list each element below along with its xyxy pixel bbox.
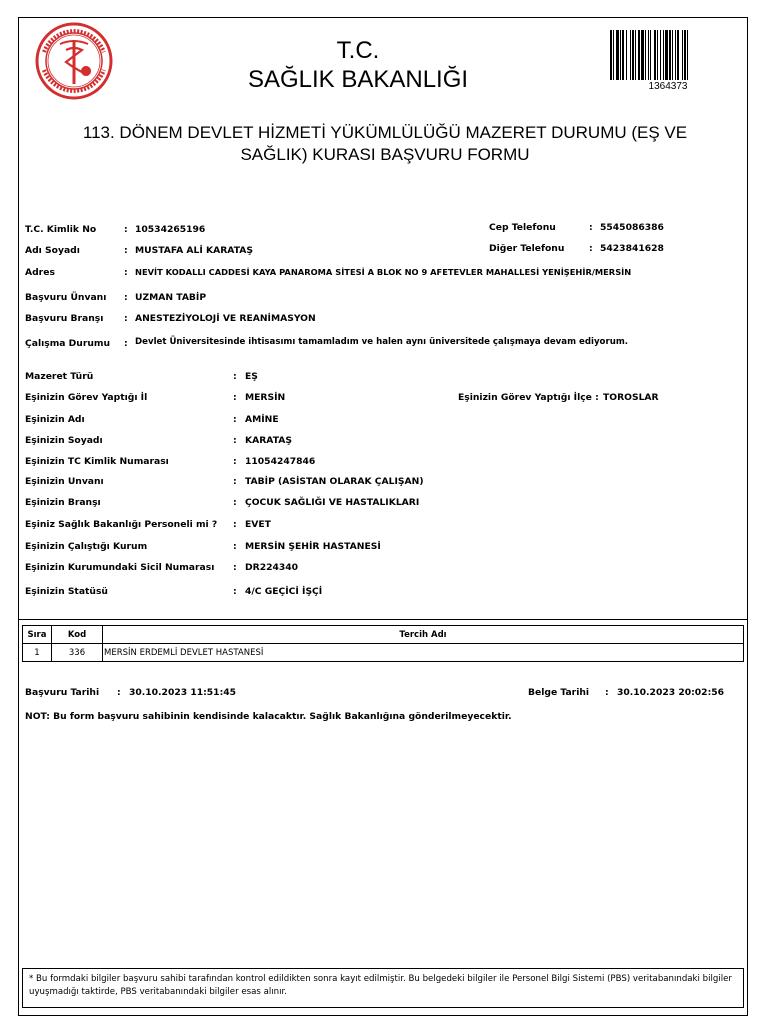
colon: : xyxy=(233,392,237,403)
colon: : xyxy=(233,541,237,552)
spouse-district-label: Eşinizin Görev Yaptığı İlçe : xyxy=(458,392,599,403)
colon: : xyxy=(117,687,121,698)
column-header-code: Kod xyxy=(52,626,103,644)
barcode-bar xyxy=(660,30,661,80)
application-date-value: 30.10.2023 11:51:45 xyxy=(129,687,237,698)
spouse-name-value: AMİNE xyxy=(245,414,279,425)
colon: : xyxy=(124,292,128,303)
colon: : xyxy=(124,267,128,278)
spouse-institution-value: MERSİN ŞEHİR HASTANESİ xyxy=(245,541,381,552)
colon: : xyxy=(124,338,128,349)
mobile-value: 5545086386 xyxy=(600,222,664,233)
form-title xyxy=(70,122,700,166)
barcode-bar xyxy=(677,30,679,80)
spouse-district-value: TOROSLAR xyxy=(603,392,659,403)
spouse-name-label: Eşinizin Adı xyxy=(25,414,85,425)
barcode-bar xyxy=(638,30,640,80)
spouse-status-label: Eşinizin Statüsü xyxy=(25,586,108,597)
colon: : xyxy=(233,562,237,573)
table-row xyxy=(23,644,744,662)
spouse-tc-label: Eşinizin TC Kimlik Numarası xyxy=(25,456,169,467)
barcode-bar xyxy=(622,30,624,80)
address-value: NEVİT KODALLI CADDESİ KAYA PANAROMA SİTESİ A BLOK NO 9 AFETEVLER MAHALLESİ YENİŞEHİR/MERSİN xyxy=(135,267,632,277)
barcode-bar xyxy=(669,30,671,80)
footnote: * Bu formdaki bilgiler başvuru sahibi tarafından kontrol edildikten sonra kayıt edilmiştir. Bu belgedeki bilgiler ile Personel Bilgi Sistemi (PBS) veritabanındaki bilgiler uyuşmadığı taktirde, PBS veritabanındaki bilgiler esas alınır. xyxy=(22,968,744,1008)
colon: : xyxy=(589,243,593,254)
tc-value: 10534265196 xyxy=(135,224,206,235)
spouse-province-label: Eşinizin Görev Yaptığı İl xyxy=(25,392,148,403)
barcode-bar xyxy=(635,30,636,80)
barcode-bar xyxy=(626,30,627,80)
barcode-bar xyxy=(672,30,673,80)
other-phone-label: Diğer Telefonu xyxy=(489,243,565,254)
spouse-branch-value: ÇOCUK SAĞLIĞI VE HASTALIKLARI xyxy=(245,497,420,508)
barcode-bar xyxy=(682,30,683,80)
preference-table xyxy=(22,625,744,662)
spouse-title-value: TABİP (ASİSTAN OLARAK ÇALIŞAN) xyxy=(245,476,424,487)
colon: : xyxy=(233,435,237,446)
colon: : xyxy=(233,476,237,487)
barcode-bar xyxy=(610,30,612,80)
spouse-title-label: Eşinizin Unvanı xyxy=(25,476,104,487)
barcode-bar xyxy=(648,30,649,80)
barcode-bar xyxy=(632,30,634,80)
spouse-tc-value: 11054247846 xyxy=(245,456,316,467)
row-order: 1 xyxy=(23,644,52,662)
work-status-value: Devlet Üniversitesinde ihtisasımı tamamladım ve halen aynı üniversitede çalışmaya devam ediyorum. xyxy=(135,337,629,347)
organization-name xyxy=(200,36,516,94)
barcode-bar xyxy=(630,30,631,80)
column-header-order: Sıra xyxy=(23,626,52,644)
org-line-2: SAĞLIK BAKANLIĞI xyxy=(247,66,469,93)
barcode-bar xyxy=(620,30,621,80)
name-label: Adı Soyadı xyxy=(25,245,80,256)
barcode-number: 1364373 xyxy=(648,81,688,92)
spouse-status-value: 4/C GEÇİCİ İŞÇİ xyxy=(245,586,323,597)
tc-label: T.C. Kimlik No xyxy=(25,224,97,235)
colon: : xyxy=(233,586,237,597)
form-title-line-2: SAĞLIK) KURASI BAŞVURU FORMU xyxy=(240,145,530,164)
barcode-bar xyxy=(645,30,646,80)
spouse-province-value: MERSİN xyxy=(245,392,286,403)
mobile-label: Cep Telefonu xyxy=(489,222,556,233)
colon: : xyxy=(124,245,128,256)
column-header-name: Tercih Adı xyxy=(103,626,744,644)
document-date-value: 30.10.2023 20:02:56 xyxy=(617,687,725,698)
spouse-surname-value: KARATAŞ xyxy=(245,435,292,446)
application-branch-label: Başvuru Branşı xyxy=(25,313,104,324)
barcode-bar xyxy=(650,30,651,80)
colon: : xyxy=(233,456,237,467)
row-code: 336 xyxy=(52,644,103,662)
barcode-bar xyxy=(613,30,614,80)
document-frame xyxy=(18,17,748,1016)
barcode-bar xyxy=(616,30,619,80)
row-name: MERSİN ERDEMLİ DEVLET HASTANESİ xyxy=(103,644,744,662)
application-date-label: Başvuru Tarihi xyxy=(25,687,100,698)
colon: : xyxy=(233,497,237,508)
barcode-bar xyxy=(675,30,676,80)
colon: : xyxy=(124,313,128,324)
spouse-registry-value: DR224340 xyxy=(245,562,299,573)
form-title-line-1: 113. DÖNEM DEVLET HİZMETİ YÜKÜMLÜLÜĞÜ MAZERET DURUMU (EŞ VE xyxy=(82,123,688,142)
barcode-bar xyxy=(654,30,656,80)
colon: : xyxy=(605,687,609,698)
spouse-ministry-value: EVET xyxy=(245,519,271,530)
application-title-value: UZMAN TABİP xyxy=(135,292,207,303)
table-header-row xyxy=(23,626,744,644)
colon: : xyxy=(124,224,128,235)
application-title-label: Başvuru Ünvanı xyxy=(25,292,107,303)
barcode-bar xyxy=(665,30,668,80)
other-phone-value: 5423841628 xyxy=(600,243,664,254)
barcode-bar xyxy=(684,30,686,80)
work-status-label: Çalışma Durumu xyxy=(25,338,111,349)
colon: : xyxy=(589,222,593,233)
section-divider xyxy=(18,619,748,620)
barcode-bar xyxy=(657,30,658,80)
barcode-bar xyxy=(641,30,644,80)
barcode xyxy=(608,30,728,84)
colon: : xyxy=(233,414,237,425)
spouse-branch-label: Eşinizin Branşı xyxy=(25,497,101,508)
excuse-type-value: EŞ xyxy=(245,371,258,382)
ministry-seal-icon xyxy=(30,22,118,100)
colon: : xyxy=(233,371,237,382)
document-date-label: Belge Tarihi xyxy=(528,687,590,698)
address-label: Adres xyxy=(25,267,55,278)
name-value: MUSTAFA ALİ KARATAŞ xyxy=(135,245,253,256)
spouse-ministry-label: Eşiniz Sağlık Bakanlığı Personeli mi ? xyxy=(25,519,218,530)
excuse-type-label: Mazeret Türü xyxy=(25,371,94,382)
colon: : xyxy=(233,519,237,530)
note-text: NOT: Bu form başvuru sahibinin kendisinde kalacaktır. Sağlık Bakanlığına gönderilmeyecektir. xyxy=(25,711,512,722)
barcode-bar xyxy=(663,30,664,80)
spouse-registry-label: Eşinizin Kurumundaki Sicil Numarası xyxy=(25,562,215,573)
application-branch-value: ANESTEZİYOLOJİ VE REANİMASYON xyxy=(135,313,316,324)
barcode-bar xyxy=(687,30,688,80)
spouse-surname-label: Eşinizin Soyadı xyxy=(25,435,103,446)
spouse-institution-label: Eşinizin Çalıştığı Kurum xyxy=(25,541,148,552)
org-line-1: T.C. xyxy=(336,37,380,64)
